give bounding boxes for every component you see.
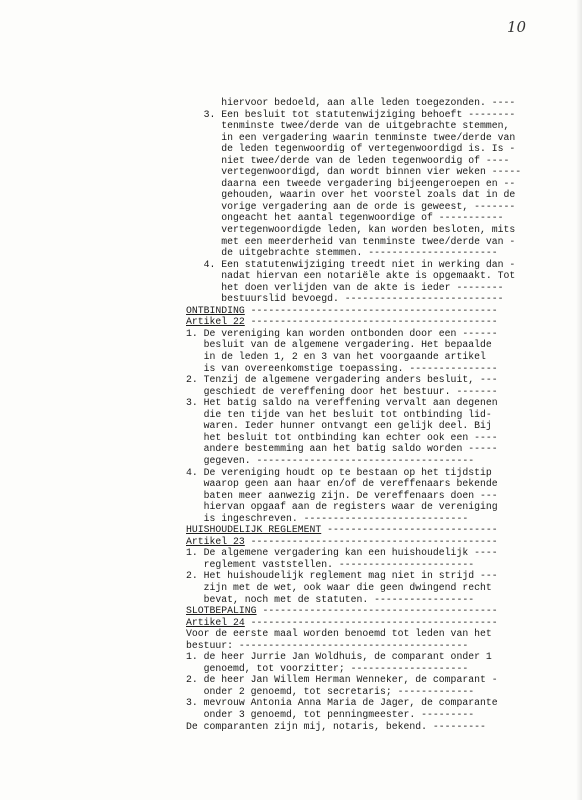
heading-rule: ------------------------------------------ [244, 316, 498, 328]
text-line: 3. mevrouw Antonia Anna Maria de Jager, de comparante [186, 697, 498, 709]
page-edge-shadow [576, 0, 582, 800]
section-heading [186, 305, 556, 317]
text-line: die ten tijde van het besluit tot ontbinding lid- [186, 408, 492, 420]
text-line: hiervan opgaaf aan de registers waar de vereniging [186, 501, 498, 513]
heading-rule: ------------------------------------------ [244, 535, 498, 547]
text-line: geschiedt de vereffening door het bestuur. ------- [186, 385, 498, 397]
text-line: nadat hiervan een notariële akte is opgemaakt. Tot [186, 270, 516, 282]
text-line: baten meer aanwezig zijn. De vereffenaars doen --- [186, 489, 498, 501]
heading-label: ONTBINDING [186, 304, 245, 316]
heading-label: Artikel 24 [186, 616, 245, 628]
text-line: 1. de heer Jurrie Jan Woldhuis, de comparant onder 1 [186, 651, 492, 663]
page-number: 10 [507, 18, 527, 36]
text-line: onder 2 genoemd, tot secretaris; ------------- [186, 685, 475, 697]
text-line: De comparanten zijn mij, notaris, bekend. --------- [186, 720, 486, 732]
text-line: 4. Een statutenwijziging treedt niet in werking dan - [186, 258, 516, 270]
text-line: 4. De vereniging houdt op te bestaan op het tijdstip [186, 466, 492, 478]
text-line: de leden tegenwoordig of vertegenwoordigd is. Is - [186, 143, 516, 155]
text-line: gegeven. ------------------------------------- [186, 454, 475, 466]
text-line: besluit van de algemene vergadering. Het bepaalde [186, 339, 492, 351]
section-heading [186, 605, 556, 617]
text-line: waren. Ieder hunner ontvangt een gelijk deel. Bij [186, 420, 492, 432]
heading-label: SLOTBEPALING [186, 605, 257, 617]
text-line: 3. Een besluit tot statutenwijziging behoeft -------- [186, 108, 516, 120]
text-line: vertegenwoordigd, dan wordt binnen vier weken ----- [186, 166, 522, 178]
document-text [186, 97, 556, 732]
section-heading [186, 524, 556, 536]
text-line: tenminste twee/derde van de uitgebrachte stemmen, [186, 120, 510, 132]
heading-label: HUISHOUDELIJK REGLEMENT [186, 524, 322, 536]
text-line: niet twee/derde van de leden tegenwoordig of ---- [186, 154, 510, 166]
text-line: zijn met de wet, ook waar die geen dwingend recht [186, 581, 492, 593]
text-line: gehouden, waarin over het voorstel zoals dat in de [186, 189, 516, 201]
text-line: de uitgebrachte stemmen. ---------------------- [186, 247, 498, 259]
text-line: 3. Het batig saldo na vereffening vervalt aan degenen [186, 397, 498, 409]
text-line: 2. de heer Jan Willem Herman Wenneker, de comparant - [186, 674, 498, 686]
heading-rule: ------------------------------------------ [244, 616, 498, 628]
text-line: reglement vaststellen. ----------------------- [186, 558, 475, 570]
text-line: vorige vergadering aan de orde is geweest, ------- [186, 200, 516, 212]
section-heading [186, 536, 556, 548]
text-line: is van overeenkomstige toepassing. --------------- [186, 362, 498, 374]
text-line: bestuurslid bevoegd. --------------------------- [186, 293, 504, 305]
heading-label: Artikel 23 [186, 535, 245, 547]
text-line: 2. Tenzij de algemene vergadering anders besluit, --- [186, 374, 498, 386]
text-line: met een meerderheid van tenminste twee/derde van - [186, 235, 516, 247]
text-line: bestuur: --------------------------------------- [186, 639, 469, 651]
text-line: in de leden 1, 2 en 3 van het voorgaande artikel [186, 351, 486, 363]
text-line: het besluit tot ontbinding kan echter ook een ---- [186, 431, 498, 443]
text-line: 1. De algemene vergadering kan een huishoudelijk ---- [186, 547, 498, 559]
section-heading [186, 316, 556, 328]
text-line: daarna een tweede vergadering bijeengeroepen en -- [186, 177, 516, 189]
heading-rule: ---------------------------------------- [256, 605, 498, 617]
text-line: genoemd, tot voorzitter; -------------------- [186, 662, 469, 674]
text-line: 1. De vereniging kan worden ontbonden door een ------ [186, 327, 498, 339]
text-line: bevat, noch met de statuten. ----------------- [186, 593, 475, 605]
text-line: vertegenwoordigde leden, kan worden besloten, mits [186, 224, 516, 236]
text-line: is ingeschreven. ---------------------------- [186, 512, 469, 524]
heading-rule: ------------------------------------------ [244, 304, 498, 316]
text-line: onder 3 genoemd, tot penningmeester. --------- [186, 708, 475, 720]
text-line: ongeacht het aantal tegenwoordige of ----------- [186, 212, 504, 224]
section-heading [186, 617, 556, 629]
heading-label: Artikel 22 [186, 316, 245, 328]
text-line: in een vergadering waarin tenminste twee/derde van [186, 131, 516, 143]
text-line: Voor de eerste maal worden benoemd tot leden van het [186, 628, 492, 640]
text-line: waarop geen aan haar en/of de vereffenaars bekende [186, 478, 498, 490]
text-line: 2. Het huishoudelijk reglement mag niet in strijd --- [186, 570, 498, 582]
text-line: hiervoor bedoeld, aan alle leden toegezonden. ---- [186, 97, 516, 108]
text-line: het doen verlijden van de akte is ieder -------- [186, 281, 504, 293]
text-line: andere bestemming aan het batig saldo worden ----- [186, 443, 498, 455]
heading-rule: ----------------------------- [321, 524, 498, 536]
